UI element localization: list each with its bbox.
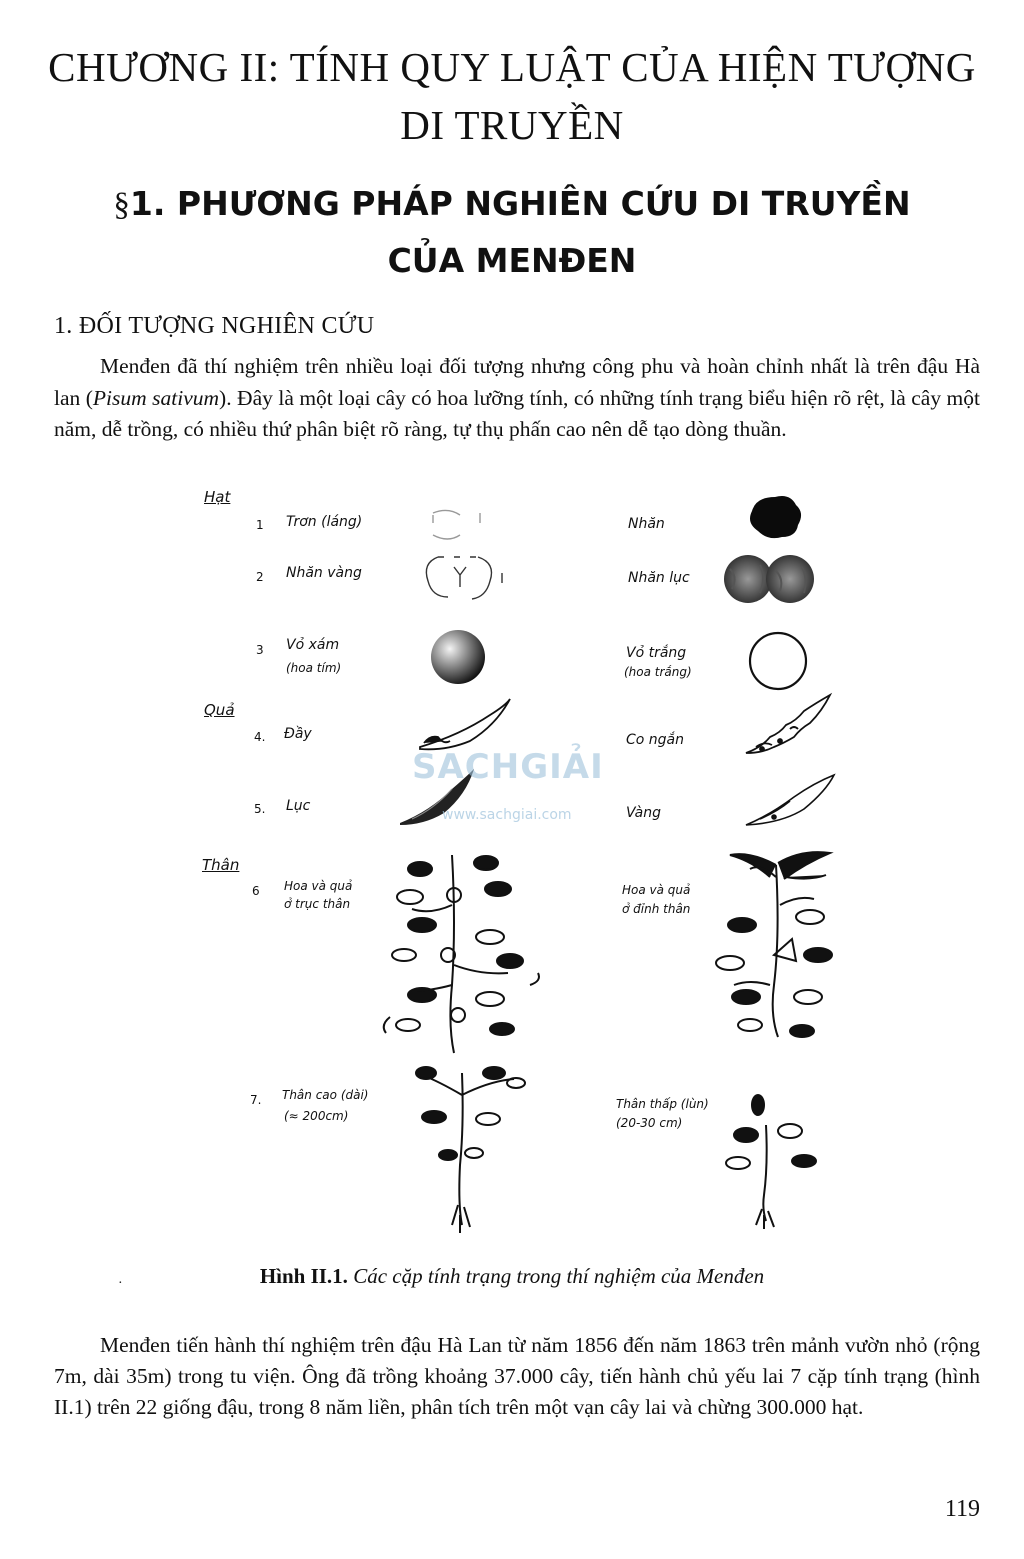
figure-caption-label: Hình II.1.: [259, 1264, 348, 1288]
trait-right-label: Vỏ trắng: [626, 645, 687, 661]
paragraph-intro: [54, 351, 980, 446]
green-seed-pair-drawing: [724, 555, 814, 603]
figure-pea-traits: [190, 485, 850, 1265]
trait-left-label: Lục: [286, 798, 311, 814]
trait-right-label: Vàng: [626, 805, 662, 821]
tall-plant-drawing: [416, 1067, 525, 1233]
row-number: 1: [256, 518, 264, 532]
trait-right-sublabel: ở đỉnh thân: [622, 902, 691, 916]
page-number: 119: [944, 1496, 980, 1522]
trait-left-label: Hoa và quả: [284, 879, 353, 893]
row-number: 2: [256, 570, 264, 584]
trait-left-sublabel: ở trục thân: [284, 897, 351, 911]
inflated-pod-drawing: [420, 699, 510, 749]
stray-dot: ·: [118, 1276, 123, 1291]
trait-right-label: Hoa và quả: [622, 883, 691, 897]
trait-left-label: Đầy: [284, 726, 312, 742]
chapter-title: [40, 38, 984, 154]
row-number: 3: [256, 643, 264, 657]
trait-left-label: Trơn (láng): [286, 514, 363, 530]
trait-right-sublabel: (20-30 cm): [616, 1116, 683, 1130]
figure-illustrations: [190, 485, 850, 1265]
subheading: 1. ĐỐI TƯỢNG NGHIÊN CỨU: [54, 313, 375, 339]
trait-right-label: Thân thấp (lùn): [616, 1097, 709, 1111]
trait-left-label: Nhăn vàng: [286, 565, 362, 581]
row-number: 5.: [254, 802, 266, 816]
yellow-seed-pair-drawing: [426, 557, 502, 599]
watermark-logo: SACHGIẢI: [412, 747, 604, 787]
figure-caption: [0, 1264, 1024, 1289]
trait-left-label: Thân cao (dài): [282, 1088, 369, 1102]
trait-right-sublabel: (hoa trắng): [624, 665, 692, 679]
grey-coat-seed-drawing: [431, 630, 485, 684]
group-label-stem: Thân: [202, 856, 240, 874]
section-title-text: 1. PHƯƠNG PHÁP NGHIÊN CỨU DI TRUYỀN: [129, 184, 911, 223]
row-number: 7.: [250, 1093, 262, 1107]
chapter-title-line2: DI TRUYỀN: [400, 102, 624, 148]
figure-caption-text: Các cặp tính trạng trong thí nghiệm của Menđen: [353, 1264, 765, 1288]
trait-right-label: Nhăn: [628, 516, 665, 532]
group-label-seed: Hạt: [204, 488, 231, 506]
trait-left-sublabel: (≈ 200cm): [284, 1109, 349, 1123]
paragraph-intro-part1: Menđen đã thí nghiệm trên nhiều loại đối tượng nhưng công phu và hoàn chỉnh nhất là trên đậu Hà lan (: [54, 354, 980, 410]
trait-right-label: Nhăn lục: [628, 570, 690, 586]
section-title-line1: [60, 176, 964, 233]
paragraph-intro-part2: ). Đây là một loại cây có hoa lưỡng tính, có những tính trạng biểu hiện rõ rệt, là cây một năm, dễ trồng, có nhiều thứ phân biệt rõ ràng, tự thụ phấn cao nên dễ tạo dòng thuần.: [54, 385, 980, 441]
trait-right-label: Co ngắn: [626, 732, 685, 748]
white-coat-seed-drawing: [750, 633, 806, 689]
green-pod-drawing: [400, 769, 474, 825]
section-symbol: §: [113, 187, 130, 223]
smooth-seed-drawing: [433, 510, 480, 539]
watermark-url: www.sachgiai.com: [442, 807, 572, 823]
dwarf-plant-drawing: [726, 1095, 816, 1229]
section-title: [60, 176, 964, 289]
section-title-line2: CỦA MENĐEN: [387, 241, 637, 280]
group-label-pod: Quả: [204, 701, 235, 719]
paragraph-history: Menđen tiến hành thí nghiệm trên đậu Hà Lan từ năm 1856 đến năm 1863 trên mảnh vườn nhỏ (rộng 7m, dài 35m) trong tu viện. Ông đã trồng khoảng 37.000 cây, tiến hành chủ yếu lai 7 cặp tính trạng (hình II.1) trên 22 giống đậu, trong 8 năm liền, phân tích trên một vạn cây lai và chừng 300.000 hạt.: [54, 1333, 980, 1419]
row-number: 4.: [254, 730, 266, 744]
wrinkled-seed-drawing: [750, 496, 801, 538]
chapter-title-line1: CHƯƠNG II: TÍNH QUY LUẬT CỦA HIỆN TƯỢNG: [48, 44, 976, 90]
scientific-name: Pisum sativum: [92, 385, 220, 410]
axial-flower-plant-drawing: [384, 855, 539, 1053]
yellow-pod-drawing: [746, 775, 834, 825]
constricted-pod-drawing: [746, 695, 830, 753]
terminal-flower-plant-drawing: [716, 852, 832, 1037]
trait-left-sublabel: (hoa tím): [286, 661, 342, 675]
row-number: 6: [252, 884, 260, 898]
trait-left-label: Vỏ xám: [286, 637, 340, 653]
